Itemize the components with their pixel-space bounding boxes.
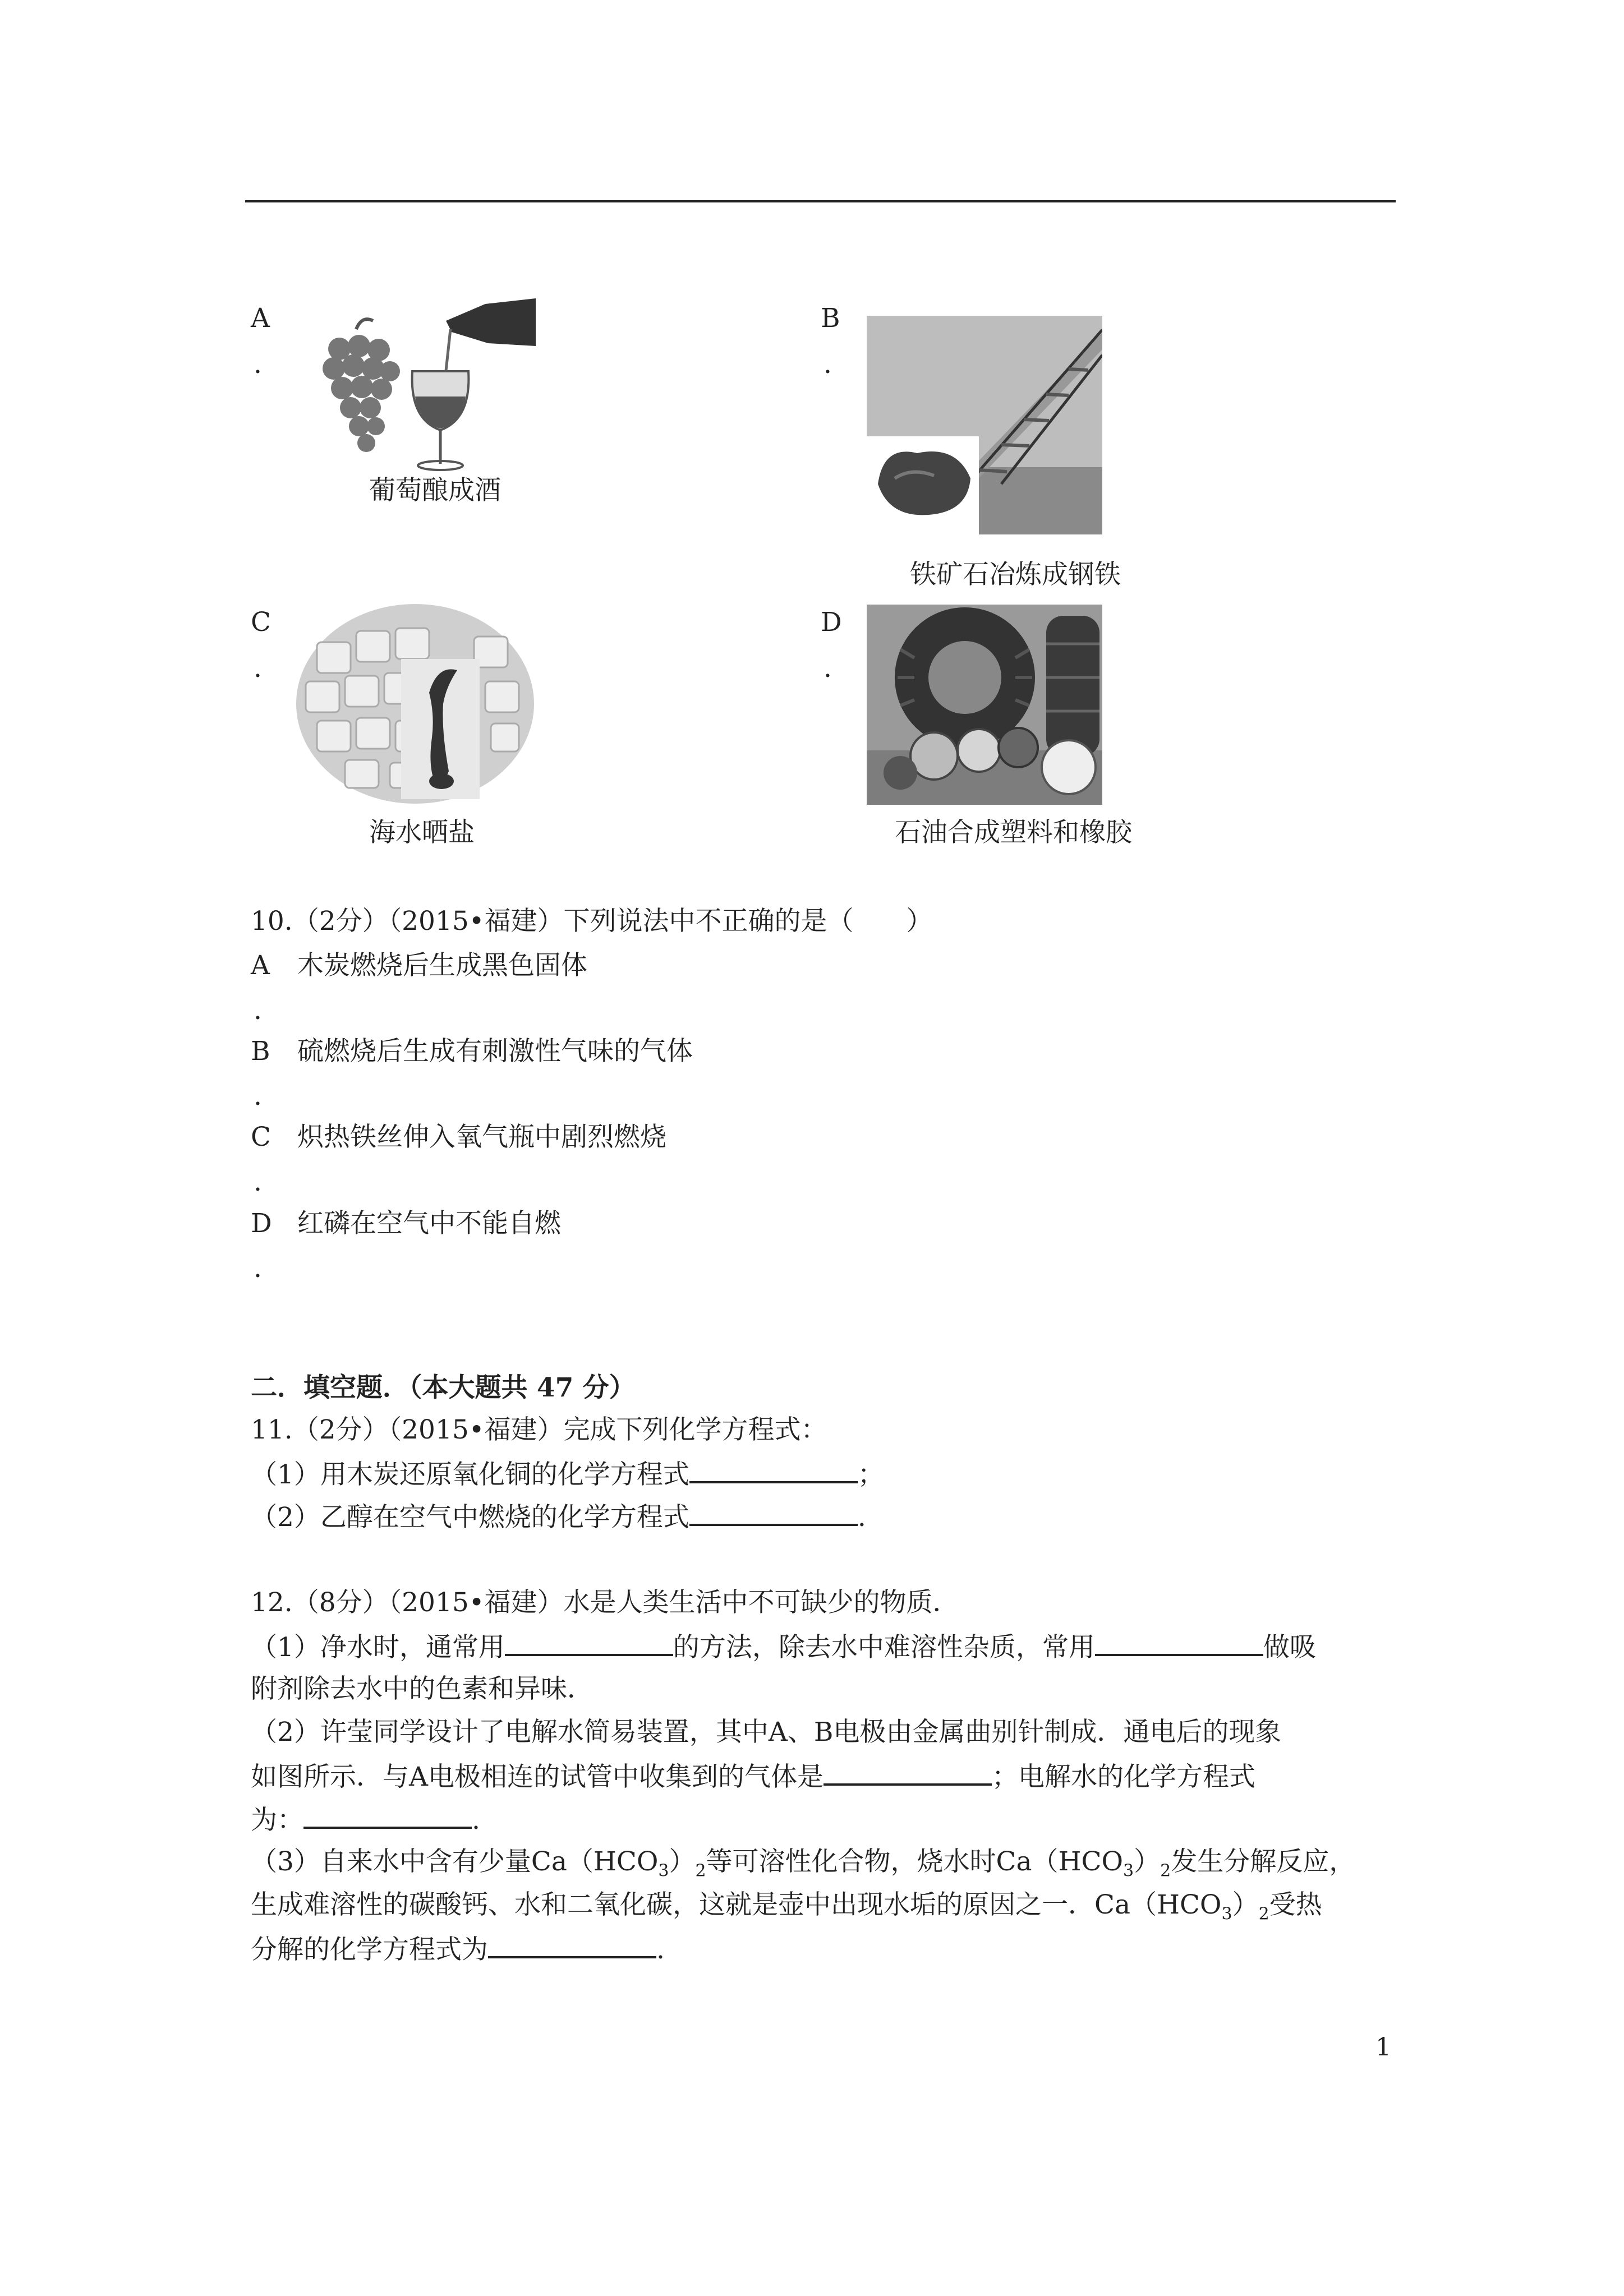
q12-part1-text-c: 做吸 xyxy=(1263,1632,1316,1663)
answer-blank[interactable] xyxy=(303,1802,472,1829)
q11-line-2 xyxy=(251,1499,866,1534)
q12-stem: 12.（8分）（2015•福建）水是人类生活中不可缺少的物质． xyxy=(251,1587,959,1618)
q11-line-2-text: （2）乙醇在空气中燃烧的化学方程式 xyxy=(251,1502,689,1533)
answer-blank[interactable] xyxy=(488,1931,656,1958)
q12-part2-text-c: ；电解水的化学方程式 xyxy=(991,1762,1255,1792)
q10-stem: 10.（2分）（2015•福建）下列说法中不正确的是（ ） xyxy=(251,906,933,937)
q12-part1-text-b: 的方法，除去水中难溶性杂质，常用 xyxy=(673,1632,1095,1663)
q12-part3-text-g: . xyxy=(656,1934,665,1965)
option-a-caption: 葡萄酿成酒 xyxy=(369,475,501,506)
q12-part1-text-a: （1）净水时，通常用 xyxy=(251,1632,505,1663)
q12-part2-line2 xyxy=(251,1759,1255,1794)
subscript: 2 xyxy=(1258,1904,1269,1924)
tires-balls-picture xyxy=(867,605,1102,805)
q12-part3-text-d: 生成难溶性的碳酸钙、水和二氧化碳，这就是壶中出现水垢的原因之一．Ca（HCO xyxy=(251,1889,1222,1920)
q12-part2-line3 xyxy=(251,1802,480,1837)
q12-part3-paren: ） xyxy=(1232,1889,1259,1920)
header-rule xyxy=(245,200,1396,202)
section-title: 二．填空题．（本大题共 47 分） xyxy=(251,1372,636,1403)
q12-part1-line2: 附剂除去水中的色素和异味． xyxy=(251,1673,594,1704)
answer-blank[interactable] xyxy=(823,1759,992,1786)
option-c-letter: C xyxy=(251,607,271,638)
q10-option-b-dot: . xyxy=(254,1081,262,1112)
q12-part3-line2 xyxy=(251,1888,1322,1931)
page-number: 1 xyxy=(1375,2033,1391,2062)
option-d-dot: . xyxy=(823,653,832,684)
q12-part3-text-c: 发生分解反应， xyxy=(1171,1846,1356,1877)
q10-option-d-letter: D xyxy=(251,1208,272,1239)
q10-option-d-text: 红磷在空气中不能自燃 xyxy=(297,1208,561,1239)
subscript: 2 xyxy=(1160,1861,1171,1881)
q12-part3-text-f: 分解的化学方程式为 xyxy=(251,1934,488,1965)
q12-part3-text-e: 受热 xyxy=(1269,1889,1322,1920)
q12-part1-line1 xyxy=(251,1629,1316,1665)
subscript: 3 xyxy=(1123,1861,1134,1881)
answer-blank[interactable] xyxy=(1095,1629,1263,1656)
option-a-dot: . xyxy=(254,349,262,380)
q10-option-c-text: 炽热铁丝伸入氧气瓶中剧烈燃烧 xyxy=(297,1122,666,1152)
q10-option-a-letter: A xyxy=(251,950,270,981)
iron-ore-rails-picture xyxy=(867,316,1102,534)
q12-part3-text-b: 等可溶性化合物，烧水时Ca（HCO xyxy=(706,1846,1124,1877)
option-b-letter: B xyxy=(821,303,840,334)
q10-option-a-dot: . xyxy=(254,995,262,1026)
subscript: 3 xyxy=(1221,1904,1232,1924)
q12-part2-line1: （2）许莹同学设计了电解水简易装置，其中A、B电极由金属曲别针制成．通电后的现象 xyxy=(251,1717,1282,1748)
option-d-caption: 石油合成塑料和橡胶 xyxy=(895,817,1132,848)
subscript: 3 xyxy=(658,1861,669,1881)
q11-line-1-end: ； xyxy=(857,1459,884,1490)
sea-salt-picture xyxy=(295,603,536,805)
q12-part2-text-d: 为： xyxy=(251,1805,303,1836)
q12-part3-paren: ） xyxy=(669,1846,696,1877)
q11-line-1-text: （1）用木炭还原氧化铜的化学方程式 xyxy=(251,1459,689,1490)
q11-line-2-end: . xyxy=(857,1502,866,1533)
grapes-wine-picture xyxy=(300,298,539,475)
option-d-letter: D xyxy=(821,607,842,638)
q12-part3-line3 xyxy=(251,1931,665,1967)
option-c-dot: . xyxy=(254,653,262,684)
q12-part3-text-a: （3）自来水中含有少量Ca（HCO xyxy=(251,1846,659,1877)
q12-part3-paren: ） xyxy=(1134,1846,1161,1877)
q11-stem: 11.（2分）（2015•福建）完成下列化学方程式： xyxy=(251,1414,827,1445)
q12-part2-text-b: 如图所示．与A电极相连的试管中收集到的气体是 xyxy=(251,1762,823,1792)
answer-blank[interactable] xyxy=(505,1629,673,1656)
q10-option-c-dot: . xyxy=(254,1167,262,1197)
answer-blank[interactable] xyxy=(689,1456,858,1483)
q10-option-d-dot: . xyxy=(254,1253,262,1284)
q11-line-1 xyxy=(251,1456,884,1492)
q10-option-b-letter: B xyxy=(251,1036,270,1067)
q12-part3-line1 xyxy=(251,1845,1355,1888)
q12-part2-text-e: . xyxy=(472,1805,480,1836)
option-a-letter: A xyxy=(251,303,270,334)
option-b-dot: . xyxy=(823,349,832,380)
q10-option-a-text: 木炭燃烧后生成黑色固体 xyxy=(297,950,587,981)
q10-option-b-text: 硫燃烧后生成有刺激性气味的气体 xyxy=(297,1036,693,1067)
subscript: 2 xyxy=(695,1861,706,1881)
answer-blank[interactable] xyxy=(689,1499,858,1526)
option-b-caption: 铁矿石冶炼成钢铁 xyxy=(910,559,1121,590)
q10-option-c-letter: C xyxy=(251,1122,271,1152)
option-c-caption: 海水晒盐 xyxy=(369,817,475,848)
